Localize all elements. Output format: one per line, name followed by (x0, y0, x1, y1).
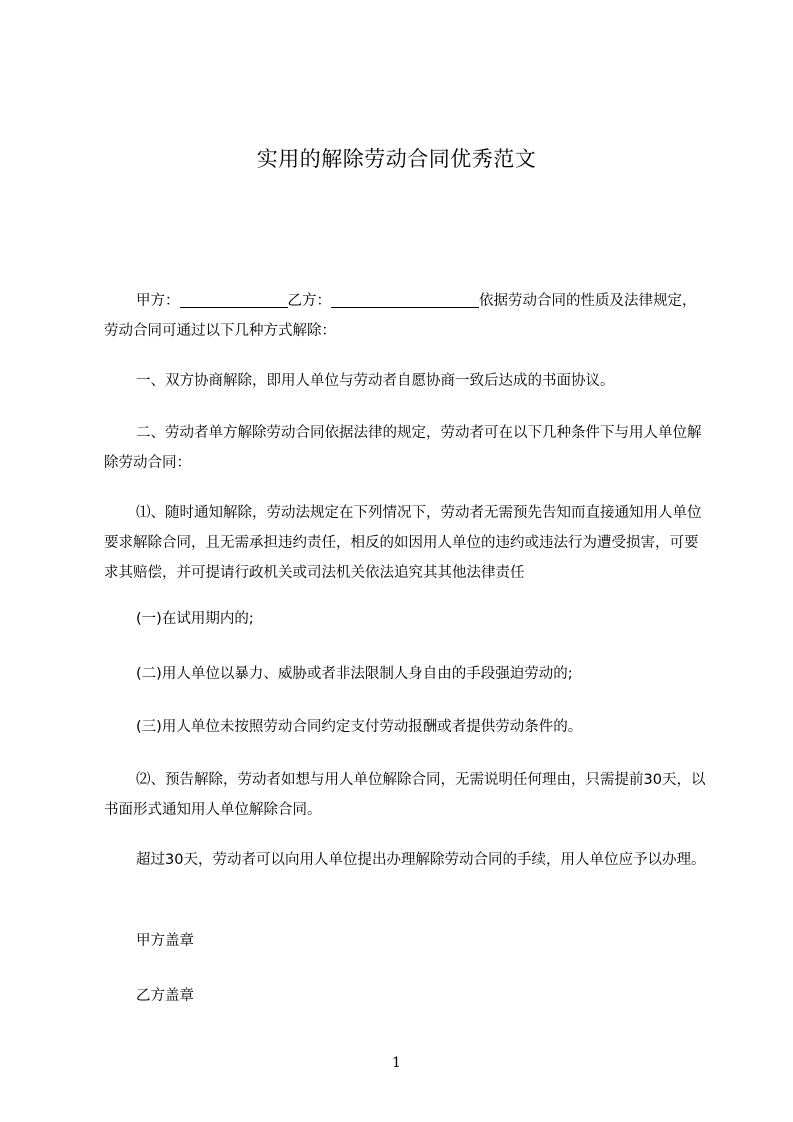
intro-paragraph (104, 286, 710, 346)
paragraph-mutual-termination: 一、双方协商解除，即用人单位与劳动者自愿协商一致后达成的书面协议。 (136, 373, 615, 389)
party-a-blank-line (180, 291, 288, 308)
page-number: 1 (392, 1055, 401, 1071)
party-b-label: 乙方： (287, 293, 331, 309)
list-item-unpaid-wages: (三)用人单位未按照劳动合同约定支付劳动报酬或者提供劳动条件的。 (136, 719, 583, 735)
paragraph-immediate-notice: ⑴、随时通知解除，劳动法规定在下列情况下，劳动者无需预先告知而直接通知用人单位要求解除合同，且无需承担违约责任，相反的如因用人单位的违约或违法行为遭受损害，可要求其赔偿，并可提请行政机关或司法机关依法追究其其他法律责任 (104, 505, 702, 581)
paragraph-after-30-days: 超过30天，劳动者可以向用人单位提出办理解除劳动合同的手续，用人单位应予以办理。 (136, 852, 706, 868)
party-b-blank-line (331, 291, 479, 308)
paragraph-advance-notice: ⑵、预告解除，劳动者如想与用人单位解除合同，无需说明任何理由，只需提前30天，以书面形式通知用人单位解除合同。 (104, 772, 706, 818)
list-item-probation: (一)在试用期内的; (136, 611, 254, 627)
intro-text: 依据劳动合同的性质及法律规定，劳动合同可通过以下几种方式解除： (104, 293, 697, 339)
party-a-label: 甲方： (136, 293, 180, 309)
party-b-seal-label: 乙方盖章 (136, 988, 194, 1004)
document-title: 实用的解除劳动合同优秀范文 (256, 147, 537, 171)
paragraph-unilateral-termination: 二、劳动者单方解除劳动合同依据法律的规定，劳动者可在以下几种条件下与用人单位解除劳动合同： (104, 425, 702, 471)
party-a-seal-label: 甲方盖章 (136, 933, 194, 949)
list-item-forced-labor: (二)用人单位以暴力、威胁或者非法限制人身自由的手段强迫劳动的; (136, 666, 573, 682)
